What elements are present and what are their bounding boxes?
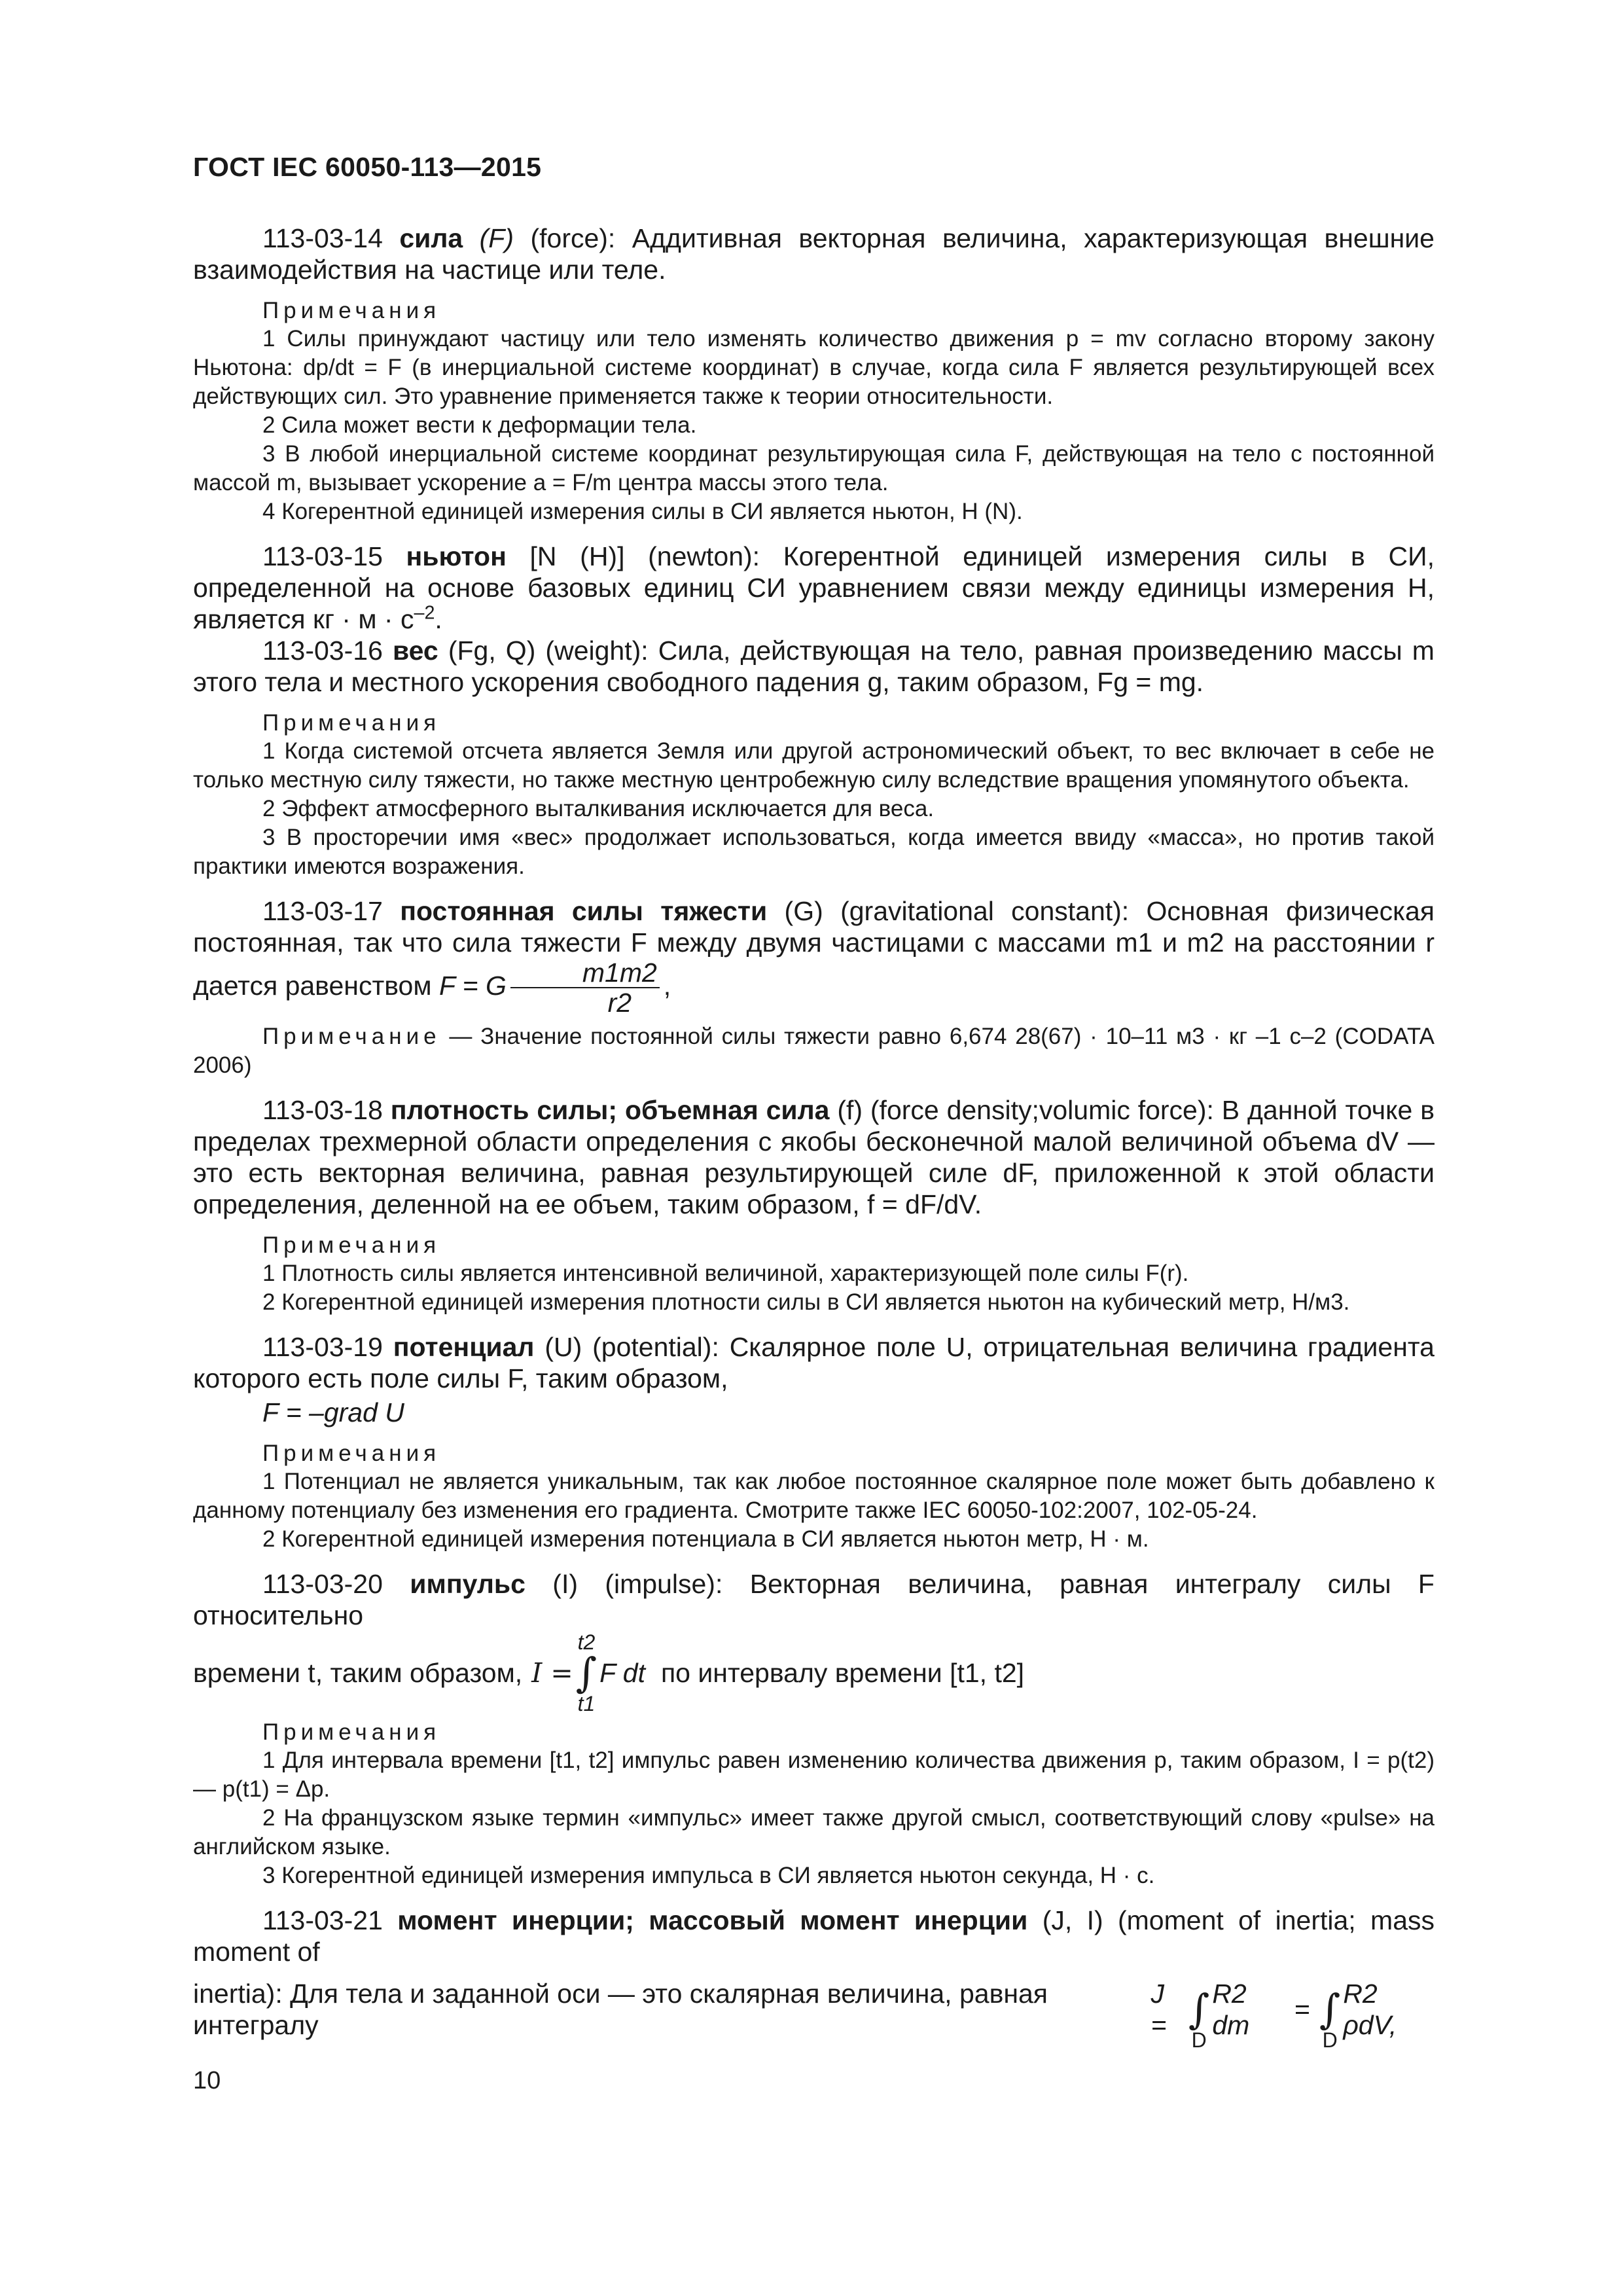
document-body [193, 223, 1435, 2051]
entry-term: момент инерции; массовый момент инерции [397, 1905, 1028, 1935]
entry-definition: (U) (potential): Скалярное поле U, отрицательная величина градиента которого есть поле силы F, таким образом, [193, 1332, 1435, 1393]
line-text: inertia): Для тела и заданной оси — это скалярная величина, равная интегралу [193, 1979, 1048, 2040]
upper-limit: t2 [577, 1630, 596, 1654]
impulse-formula-row [193, 1631, 1435, 1715]
formula: F = –grad U [262, 1397, 404, 1427]
notes-heading: Примечания [262, 1719, 441, 1745]
integral-sign-icon: ∫ [575, 1649, 597, 1696]
entry-end: . [435, 604, 442, 634]
entry-number: 113-03-20 [262, 1569, 383, 1599]
notes-heading: Примечания [262, 298, 441, 323]
entry-term: сила [399, 223, 463, 253]
entry-113-03-14 [193, 223, 1435, 285]
entry-number: 113-03-17 [262, 896, 383, 926]
entry-number: 113-03-16 [262, 636, 383, 666]
note: 1 Для интервала времени [t1, t2] импульс равен изменению количества движения p, таким образом, I = p(t2) — p(t1) = Δp. [193, 1748, 1435, 1802]
entry-number: 113-03-19 [262, 1332, 383, 1362]
entry-113-03-16 [193, 635, 1435, 698]
note: 4 Когерентной единицей измерения силы в СИ является ньютон, Н (N). [262, 499, 1023, 524]
entry-definition: (force): Аддитивная векторная величина, характеризующая внешние взаимодействия на частице или теле. [193, 223, 1435, 285]
fraction-denominator: r2 [607, 988, 632, 1018]
note: 3 Когерентной единицей измерения импульса в СИ является ньютон секунда, Н · с. [262, 1863, 1155, 1888]
entry-113-03-19 [193, 1331, 1435, 1394]
entry-term: импульс [410, 1569, 526, 1599]
integral-body: F dt [599, 1658, 645, 1688]
entry-term: ньютон [406, 541, 507, 571]
note: 3 В просторечии имя «вес» продолжает использоваться, когда имеется ввиду «масса», но против такой практики имеются возражения. [193, 825, 1435, 879]
integral-symbol [1188, 1967, 1209, 2051]
inertia-formula [1151, 1967, 1435, 2051]
note: 2 На французском языке термин «импульс» имеет также другой смысл, соответствующий слову «pulse» на английском языке. [193, 1805, 1435, 1859]
formula-lhs: F = G [438, 970, 507, 1001]
entry-definition: (J, I) (moment of inertia; mass moment of [193, 1905, 1435, 1967]
exponent: –2 [414, 602, 435, 624]
equals-sign: = [1294, 1994, 1310, 2024]
entry-definition: (f) (force density;volumic force): В данной точке в пределах трехмерной области определения с якобы бесконечной малой величиной объема dV — это есть векторная величина, равная результирующей силе dF, приложенной к этой области определения, деленной на ее объем, таким образом, f = dF/dV. [193, 1095, 1435, 1219]
fraction-numerator: m1m2 [510, 958, 660, 988]
fraction [510, 958, 660, 1017]
integral-body: R2 ρdV, [1343, 1979, 1397, 2040]
domain-limit: D [1191, 2028, 1207, 2052]
integral-body: R2 dm [1212, 1979, 1250, 2040]
integral-lhs: I = [531, 1657, 573, 1689]
entry-symbol: (F) [479, 223, 514, 253]
entry-number: 113-03-18 [262, 1095, 383, 1125]
entry-number: 113-03-21 [262, 1905, 383, 1935]
note: 2 Сила может вести к деформации тела. [262, 412, 697, 438]
entry-term: вес [392, 636, 438, 666]
note: 3 В любой инерциальной системе координат результирующая сила F, действующая на тело с постоянной массой m, вызывает ускорение a = F/m центра массы этого тела. [193, 441, 1435, 495]
formula-end: , [663, 970, 671, 1001]
entry-113-03-20 [193, 1568, 1435, 1631]
entry-113-03-15 [193, 541, 1435, 635]
entry-number: 113-03-15 [262, 541, 383, 571]
inertia-formula-row [193, 1967, 1435, 2051]
document-header: ГОСТ IEC 60050-113—2015 [193, 152, 542, 182]
note: 1 Когда системой отсчета является Земля или другой астрономический объект, то вес включает в себе не только местную силу тяжести, но также местную центробежную силу вследствие вращения упомянутого объекта. [193, 738, 1435, 793]
line-text: времени t, таким образом, [193, 1658, 523, 1688]
entry-definition: [N (Н)] (newton): Когерентной единицей измерения силы в СИ, определенной на основе базовых единиц СИ уравнением связи между единицы измерения Н, является кг · м · с [193, 541, 1435, 634]
line-text: по интервалу времени [t1, t2] [660, 1658, 1025, 1688]
notes-heading: Примечания [262, 1441, 441, 1466]
integral-sign-icon: ∫ [1188, 1985, 1210, 2033]
entry-term: потенциал [393, 1332, 535, 1362]
formula-lhs: J = [1150, 1979, 1167, 2040]
entry-term: постоянная силы тяжести [400, 896, 768, 926]
page-number: 10 [193, 2067, 221, 2094]
notes-heading: Примечания [262, 1232, 441, 1258]
note: 2 Когерентной единицей измерения плотности силы в СИ является ньютон на кубический метр, Н/м3. [262, 1289, 1350, 1315]
note: 2 Эффект атмосферного выталкивания исключается для веса. [262, 796, 935, 821]
note: 1 Потенциал не является уникальным, так как любое постоянное скалярное поле может быть добавлено к данному потенциалу без изменения его градиента. Смотрите также IEC 60050-102:2007, 102-05-24. [193, 1469, 1435, 1523]
note: 1 Плотность силы является интенсивной величиной, характеризующей поле силы F(r). [262, 1261, 1189, 1286]
entry-definition: (G) (gravitational constant): Основная физическая постоянная, так что сила тяжести F между двумя частицами с массами m1 и m2 на расстоянии r дается равенством [193, 896, 1435, 1001]
note: 1 Силы принуждают частицу или тело изменять количество движения p = mv согласно второму закону Ньютона: dp/dt = F (в инерциальной системе координат) в случае, когда сила F является результирующей всех действующих сил. Это уравнение применяется также к теории относительности. [193, 326, 1435, 409]
entry-definition: (I) (impulse): Векторная величина, равная интегралу силы F относительно [193, 1569, 1435, 1630]
note-label: Примечание [262, 1024, 441, 1049]
note-single [193, 1022, 1435, 1080]
entry-113-03-18 [193, 1094, 1435, 1220]
notes-heading: Примечания [262, 710, 441, 736]
entry-113-03-21 [193, 1905, 1435, 1967]
entry-number: 113-03-14 [262, 223, 383, 253]
entry-definition: (Fg, Q) (weight): Сила, действующая на тело, равная произведению массы m этого тела и местного ускорения свободного падения g, таким образом, Fg = mg. [193, 636, 1435, 697]
entry-113-03-17 [193, 895, 1435, 1017]
integral-symbol [576, 1631, 597, 1715]
note-text: — Значение постоянной силы тяжести равно 6,674 28(67) · 10–11 м3 · кг –1 с–2 (CODATA 2006) [193, 1024, 1435, 1078]
domain-limit: D [1322, 2028, 1338, 2052]
integral-sign-icon: ∫ [1319, 1985, 1341, 2033]
integral-symbol [1319, 1967, 1340, 2051]
lower-limit: t1 [577, 1692, 596, 1715]
entry-term: плотность силы; объемная сила [390, 1095, 830, 1125]
note: 2 Когерентной единицей измерения потенциала в СИ является ньютон метр, Н · м. [262, 1526, 1149, 1552]
